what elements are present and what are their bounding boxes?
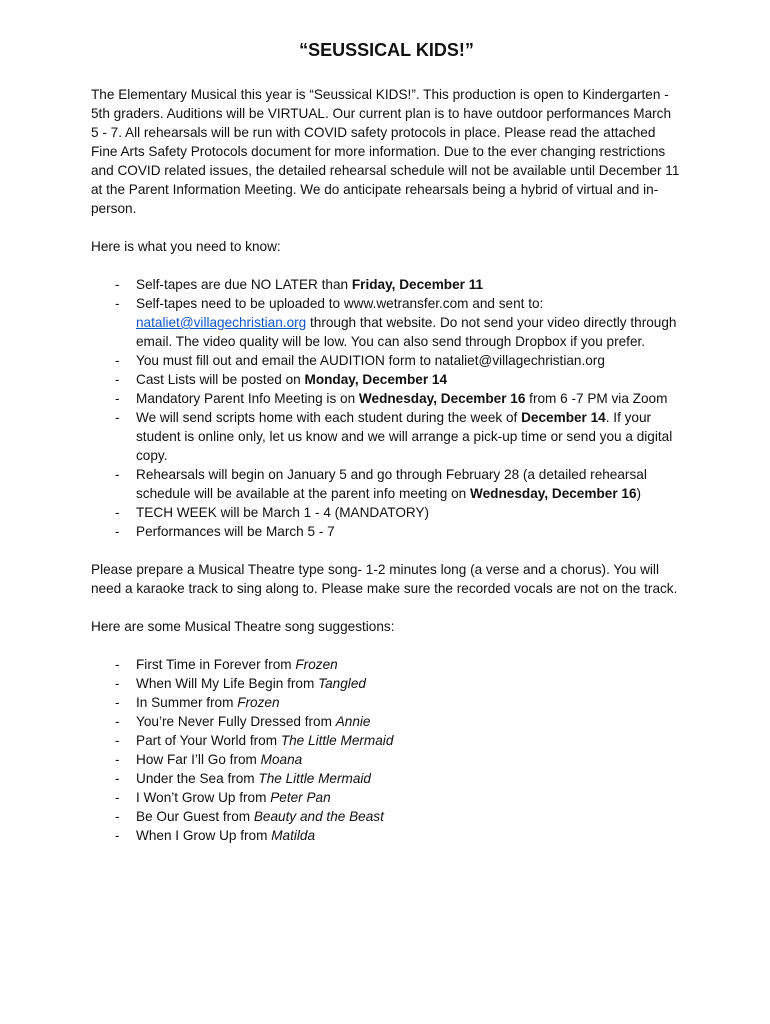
need-to-know-heading: Here is what you need to know: — [91, 239, 281, 254]
list-item: - Be Our Guest from Beauty and the Beast — [91, 807, 680, 826]
list-item: - First Time in Forever from Frozen — [91, 655, 680, 674]
list-item: - You must fill out and email the AUDITION form to nataliet@villagechristian.org — [91, 351, 680, 370]
list-item: - Performances will be March 5 - 7 — [91, 522, 680, 541]
intro-paragraph: The Elementary Musical this year is “Seussical KIDS!”. This production is open to Kindergarten - 5th graders. Auditions will be VIRTUAL. Our current plan is to have outdoor performances March 5 - 7. All rehearsals will be run with COVID safety protocols in place. Please read the attached Fine Arts Safety Protocols document for more information. Due to the ever changing restrictions and COVID related issues, the detailed rehearsal schedule will not be available until December 11 at the Parent Information Meeting. We do anticipate rehearsals being a hybrid of virtual and in-person. — [91, 87, 680, 216]
list-item: - In Summer from Frozen — [91, 693, 680, 712]
email-link[interactable]: nataliet@villagechristian.org — [136, 315, 307, 330]
list-item: - Self-tapes are due NO LATER than Friday, December 11 — [91, 275, 680, 294]
list-item: - Under the Sea from The Little Mermaid — [91, 769, 680, 788]
list-item: - How Far I’ll Go from Moana — [91, 750, 680, 769]
list-item: - When Will My Life Begin from Tangled — [91, 674, 680, 693]
song-instructions: Please prepare a Musical Theatre type song- 1-2 minutes long (a verse and a chorus). You will need a karaoke track to sing along to. Please make sure the recorded vocals are not on the track. — [91, 562, 678, 596]
list-item: - Rehearsals will begin on January 5 and go through February 28 (a detailed rehearsal schedule will be available at the parent info meeting on Wednesday, December 16) — [91, 465, 680, 503]
list-item: - We will send scripts home with each student during the week of December 14. If your student is online only, let us know and we will arrange a pick-up time or send you a digital copy. — [91, 408, 680, 465]
list-item: - Mandatory Parent Info Meeting is on Wednesday, December 16 from 6 -7 PM via Zoom — [91, 389, 680, 408]
list-item: - I Won’t Grow Up from Peter Pan — [91, 788, 680, 807]
list-item: - Part of Your World from The Little Mermaid — [91, 731, 680, 750]
list-item: - TECH WEEK will be March 1 - 4 (MANDATORY) — [91, 503, 680, 522]
info-list — [91, 275, 680, 541]
suggestions-heading: Here are some Musical Theatre song suggestions: — [91, 619, 395, 634]
list-item: - When I Grow Up from Matilda — [91, 826, 680, 845]
list-item: - You’re Never Fully Dressed from Annie — [91, 712, 680, 731]
list-item: - Cast Lists will be posted on Monday, December 14 — [91, 370, 680, 389]
list-item: - Self-tapes need to be uploaded to www.wetransfer.com and sent to: nataliet@villagechristian.org through that website. Do not send your video directly through email. The video quality will be low. You can also send through Dropbox if you prefer. — [91, 294, 680, 351]
song-list — [91, 655, 680, 845]
document-title: “SEUSSICAL KIDS!” — [299, 40, 474, 60]
